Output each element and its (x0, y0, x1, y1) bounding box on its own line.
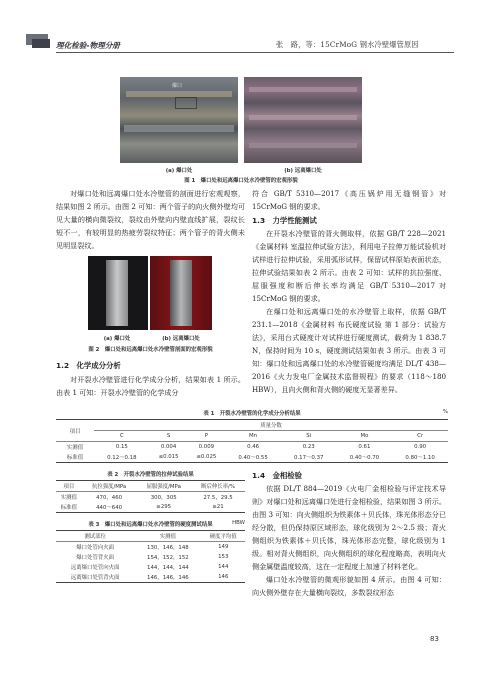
table2 (56, 470, 245, 513)
table2-header: 项目 (63, 484, 75, 490)
left-column-bottom (56, 358, 245, 399)
table3-cell: 146，146，146 (147, 575, 189, 581)
table1-cell: 0.40～0.55 (238, 455, 268, 461)
page-number: 83 (430, 635, 439, 643)
table1-cell: 0.90 (414, 444, 427, 450)
table1-title: 表 1 开裂水冷壁管的化学成分分析结果 (203, 411, 301, 417)
table2-cell: 470，460 (96, 495, 123, 501)
table1-grid (56, 419, 448, 463)
table2-header: 屈服强度/MPa (146, 484, 181, 490)
figure2-sub-a: (a) 爆口处 (103, 336, 131, 342)
table3-cell: 146 (218, 574, 229, 580)
table3-unit: HBW (232, 520, 245, 526)
section-1-4-para-2: 爆口处水冷壁管的微观形貌如图 4 所示。由图 4 可知：向火侧外壁存在大量横向裂纹，多数裂纹形态 (252, 575, 446, 597)
figure2-photo-b (150, 256, 212, 330)
table3-header: 测试部位 (84, 534, 106, 540)
table3-cell: 远离爆口处管背火面 (70, 575, 120, 581)
table1-cell: 0.23 (302, 444, 315, 450)
right-para-2: 在开裂水冷壁管的背火侧取样，依据 GB/T 228—2021《金属材料 室温拉伸试验方法》，利用电子拉伸万能试验机对试样进行拉伸试验，采用弧形试样，保留试样原始表面状态，拉伸试验结果如表 2 所示。由表 2 可知：试样的抗拉强度、屈服强度和断后伸长率均满足 GB/T 5310—2017 对 15CrMoG 钢的要求。 (252, 229, 446, 303)
left-para-2: 对开裂水冷壁管进行化学成分分析，结果如表 1 所示。由表 1 可知：开裂水冷壁管的化学成分 (56, 375, 245, 397)
table1-cell: 0.61 (358, 444, 371, 450)
table3-cell: 远离爆口处管向火面 (70, 565, 120, 571)
table1-mass-fraction-header: 质量分数 (94, 420, 448, 431)
journal-name: 理化检验-物理分册 (56, 41, 120, 50)
table1-element: Mn (249, 433, 258, 439)
figure1-annotation: 爆口 (172, 83, 183, 89)
table3-cell: 爆口处管向火面 (76, 545, 115, 551)
table1-cell: 标准值 (66, 455, 84, 461)
table2-cell: 标准值 (60, 505, 77, 511)
table1-cell: ≤0.015 (158, 454, 179, 460)
table2-grid (56, 480, 245, 513)
table3-header: 硬度平均值 (209, 534, 237, 540)
table1-element: P (204, 433, 208, 439)
right-para-1: 符合 GB/T 5310—2017《高压锅炉用无缝钢管》对 15CrMoG 钢的要求。 (252, 189, 446, 211)
right-para-3: 在爆口处和远离爆口处的水冷壁管上取样，依据 GB/T 231.1—2018《金属材料 布氏硬度试验 第 1 部分：试验方法》，采用台式硬度计对试样进行硬度测试，载荷为 1 838.7 N，保持时间为 10 s，硬度测试结果如表 3 所示。由表 3 可知：爆口处和远离爆口处的水冷壁管硬度均满足 DL/T 438—2016《火力发电厂金属技术监督规程》的要求（118～180 HBW），且向火侧和背火侧的硬度无显著差异。 (252, 307, 446, 394)
table1 (56, 409, 448, 463)
table1-cell: 0.12～0.18 (107, 455, 137, 461)
table3-row (56, 542, 245, 553)
table3-cell: 130，146，148 (147, 545, 189, 551)
table1-element: Si (306, 433, 312, 439)
table1-cell: 0.15 (115, 444, 128, 450)
table1-element: S (166, 433, 171, 439)
table2-row (56, 492, 245, 503)
section-1-3-title: 1.3 力学性能测试 (252, 216, 317, 225)
table3-row (56, 572, 245, 583)
table3-cell: 144 (218, 564, 229, 570)
table2-cell: 27.5，29.5 (203, 495, 233, 501)
header-logo (26, 34, 52, 50)
table1-row (56, 452, 448, 463)
table3-row (56, 562, 245, 572)
figure2-photo-a (88, 256, 148, 330)
table1-cell: 0.80～1.10 (405, 455, 435, 461)
figure2-caption: 图 2 爆口处和远离爆口处水冷壁管剖面的宏观形貌 (88, 347, 213, 353)
table3-header: 实测值 (159, 534, 176, 540)
table2-cell: 440～640 (96, 505, 123, 511)
table1-cell: 实测值 (66, 445, 84, 451)
table3-cell: 149 (218, 544, 229, 550)
table2-title: 表 2 开裂水冷壁管的拉伸试验结果 (107, 472, 194, 478)
table1-cell: 0.009 (198, 444, 215, 450)
table1-cell: 0.17～0.37 (294, 455, 324, 461)
table1-row (56, 442, 448, 453)
figure1-caption: 图 1 爆口处和远离爆口处水冷壁管的宏观形貌 (184, 178, 298, 184)
table2-cell: 实测值 (60, 495, 77, 501)
figure1-sub-a: (a) 爆口处 (165, 168, 193, 174)
table3-grid (56, 530, 245, 583)
table3-title: 表 3 爆口处和远离爆口处水冷壁管的硬度测试结果 (88, 522, 213, 528)
figure1-sub-b: (b) 远离爆口处 (284, 168, 322, 174)
table1-element: Cr (417, 433, 424, 439)
table1-cell: 0.40～0.70 (349, 455, 380, 461)
table2-row (56, 502, 245, 513)
section-1-4-para-1: 依据 DL/T 884—2019《火电厂金相检验与评定技术导则》对爆口处和远离爆口处进行金相检验，结果如图 3 所示。由图 3 可知：向火侧组织为铁素体＋贝氏体，珠光体形态分已经分散，但仍保持原区域形态，球化级别为 2～2.5 级；背火侧组织为铁素体＋贝氏体，珠光体形态完整，球化级别为 1 级。相对背火侧组织，向火侧组织的球化程度略高，表明向火侧金属壁温度较高，这在一定程度上加速了材料老化。 (252, 484, 446, 571)
figure1-photo-a (120, 77, 238, 163)
left-para-1: 对爆口处和远离爆口处水冷壁管的剖面进行宏观观察，结果如图 2 所示。由图 2 可知：两个管子的向火侧外壁均可见大量的横向微裂纹，裂纹由外壁向内壁直线扩展，裂纹长短不一，有较明显的热疲劳裂纹特征；两个管子的背火侧未见明显裂纹。 (56, 189, 245, 250)
right-column-bottom (252, 470, 446, 599)
table3-cell: 144，144，144 (147, 565, 189, 571)
table3-row (56, 552, 245, 562)
section-1-4-title: 1.4 金相检验 (252, 471, 303, 480)
table1-item-header: 项目 (56, 420, 94, 442)
table1-unit: % (442, 409, 448, 415)
running-title: 张 路，等：15CrMoG 钢水冷壁爆管原因 (276, 40, 419, 49)
table3-cell: 爆口处管背火面 (76, 555, 115, 561)
table1-element: Mo (360, 433, 369, 439)
table2-cell: ≥295 (156, 504, 172, 510)
table2-header: 断后伸长率/% (201, 484, 235, 490)
table2-header: 抗拉强度/MPa (91, 484, 127, 490)
table3 (56, 520, 245, 583)
table1-element: C (119, 433, 124, 439)
figure2-sub-b: (b) 远离爆口处 (162, 336, 200, 342)
left-column-top (56, 187, 245, 252)
section-1-2-title: 1.2 化学成分分析 (56, 361, 121, 370)
table3-cell: 154，152，152 (147, 555, 189, 561)
table3-cell: 153 (218, 554, 229, 560)
header-rule (56, 52, 454, 53)
table1-cell: 0.004 (160, 444, 177, 450)
figure1-photo-b (244, 77, 362, 163)
table2-cell: ≥21 (212, 504, 224, 510)
table1-cell: ≤0.025 (196, 454, 217, 460)
table2-cell: 300，305 (150, 495, 177, 501)
table1-cell: 0.46 (247, 444, 260, 450)
right-column-top (252, 187, 446, 396)
